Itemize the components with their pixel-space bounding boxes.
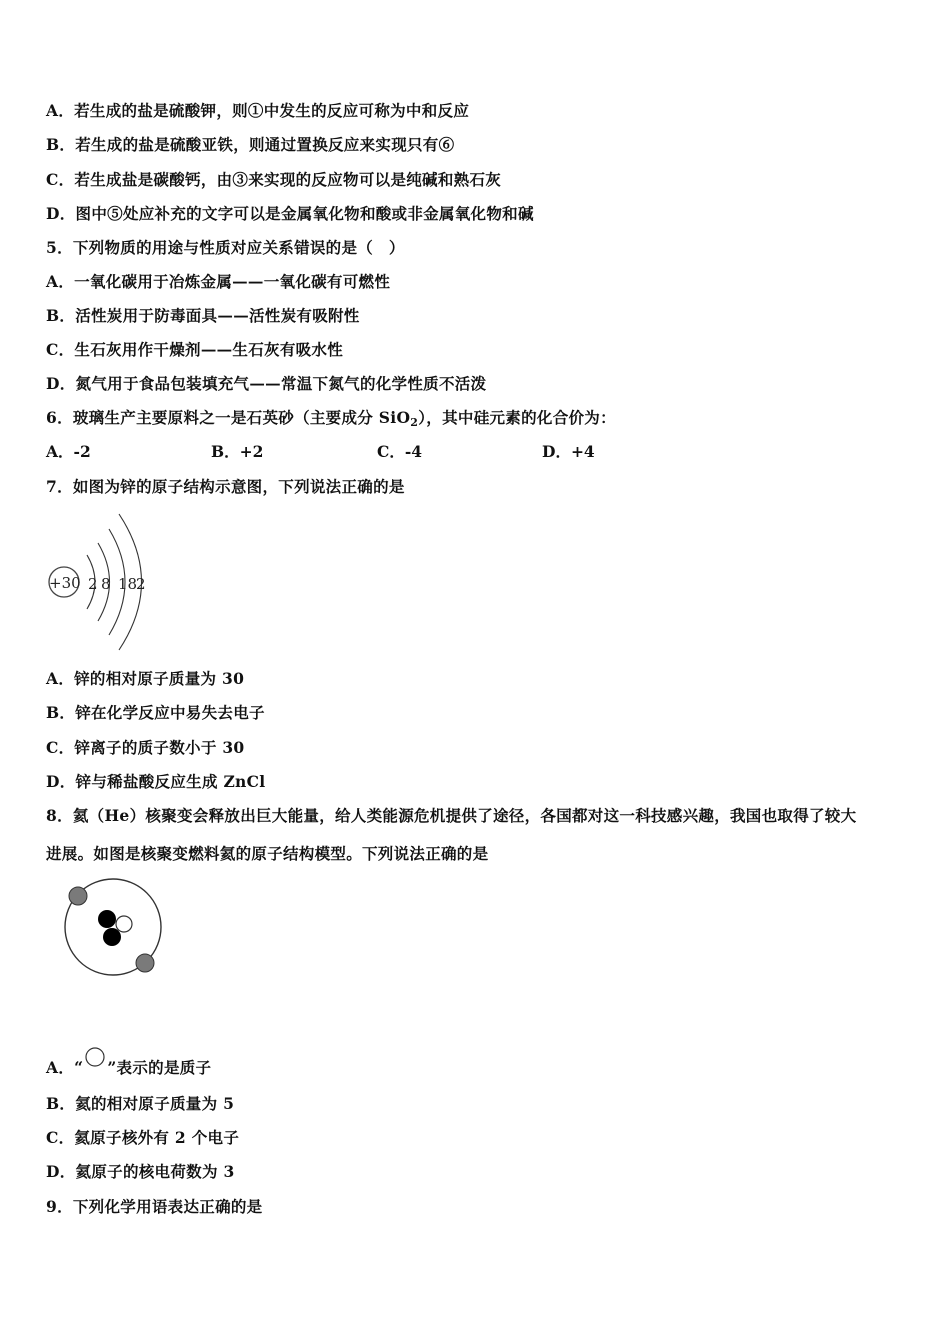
q4-option-d: D．图中⑤处应补充的文字可以是金属氧化物和酸或非金属氧化物和碱 — [46, 204, 534, 223]
q7-option-b: B．锌在化学反应中易失去电子 — [46, 703, 265, 722]
q6-stem-before: 6．玻璃生产主要原料之一是石英砂（主要成分 SiO — [46, 408, 411, 427]
zinc-shell-2-electrons: 8 — [101, 575, 111, 593]
q8-option-d: D．氦原子的核电荷数为 3 — [46, 1162, 235, 1181]
q7-option-d: D．锌与稀盐酸反应生成 ZnCl — [46, 772, 266, 791]
helium-proton-2 — [103, 928, 121, 946]
q8-option-b: B．氦的相对原子质量为 5 — [46, 1094, 235, 1113]
zinc-shell-1-electrons: 2 — [88, 575, 98, 593]
q8-option-a-suffix: ”表示的是质子 — [107, 1058, 212, 1077]
q5-option-c: C．生石灰用作干燥剂——生石灰有吸水性 — [46, 340, 344, 359]
q6-stem-after: ），其中硅元素的化合价为： — [418, 408, 616, 427]
q5-option-b: B．活性炭用于防毒面具——活性炭有吸附性 — [46, 306, 360, 325]
q8-stem-line1: 8．氦（He）核聚变会释放出巨大能量，给人类能源危机提供了途径，各国都对这一科技感兴趣，我国也取得了较大 — [46, 806, 857, 825]
q4-option-c: C．若生成盐是碳酸钙，由③来实现的反应物可以是纯碱和熟石灰 — [46, 170, 502, 189]
helium-electron-1 — [69, 887, 87, 905]
q8-option-a-prefix: A．“ — [46, 1058, 84, 1077]
q4-option-b: B．若生成的盐是硫酸亚铁，则通过置换反应来实现只有⑥ — [46, 135, 455, 154]
zinc-atom-structure-diagram — [40, 505, 170, 655]
q6-stem-subscript: 2 — [410, 416, 419, 429]
helium-electron-2 — [136, 954, 154, 972]
q9-stem: 9．下列化学用语表达正确的是 — [46, 1197, 263, 1216]
q6-option-c: C．-4 — [377, 442, 423, 461]
helium-proton-1 — [98, 910, 116, 928]
q5-option-a: A．一氧化碳用于冶炼金属——一氧化碳有可燃性 — [46, 272, 391, 291]
zinc-shell-4-electrons: 2 — [136, 575, 146, 593]
q5-stem: 5．下列物质的用途与性质对应关系错误的是（ ） — [46, 238, 405, 257]
small-circle-particle-icon — [83, 1047, 107, 1067]
helium-neutron — [116, 916, 132, 932]
q8-stem-line2: 进展。如图是核聚变燃料氦的原子结构模型。下列说法正确的是 — [46, 844, 489, 863]
q6-stem — [46, 408, 616, 433]
q6-option-a: A．-2 — [46, 442, 91, 461]
q6-option-b: B．+2 — [211, 442, 264, 461]
q5-option-d: D．氮气用于食品包装填充气——常温下氮气的化学性质不活泼 — [46, 374, 487, 393]
zinc-nucleus-label: +30 — [49, 574, 81, 592]
q8-option-a — [46, 1047, 211, 1078]
q7-option-c: C．锌离子的质子数小于 30 — [46, 738, 245, 757]
zinc-shell-3-electrons: 18 — [118, 575, 138, 593]
q8-option-c: C．氦原子核外有 2 个电子 — [46, 1128, 240, 1147]
q7-option-a: A．锌的相对原子质量为 30 — [46, 669, 245, 688]
q6-option-d: D．+4 — [542, 442, 595, 461]
q4-option-a: A．若生成的盐是硫酸钾，则①中发生的反应可称为中和反应 — [46, 101, 470, 120]
helium-atom-model-diagram — [55, 877, 175, 982]
q7-stem: 7．如图为锌的原子结构示意图，下列说法正确的是 — [46, 477, 405, 496]
